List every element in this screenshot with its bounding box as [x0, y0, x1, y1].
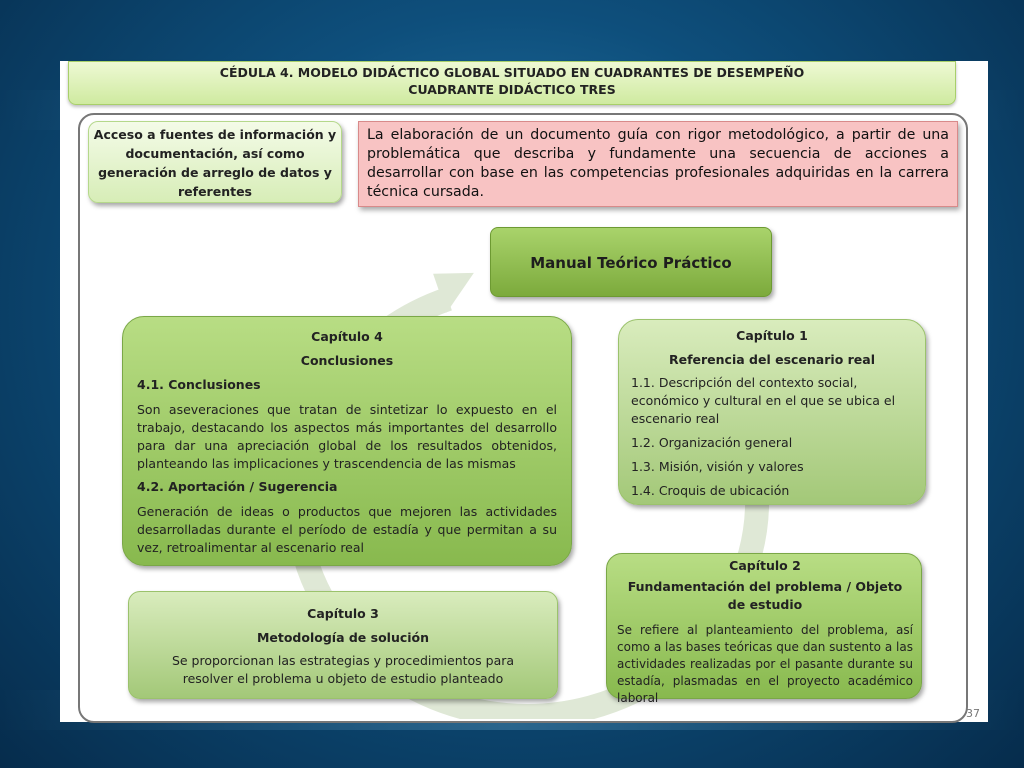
chapter-4-box	[122, 316, 572, 566]
chapter-subtitle: Referencia del escenario real	[669, 352, 875, 367]
banner-title: CÉDULA 4. MODELO DIDÁCTICO GLOBAL SITUADO EN CUADRANTES DE DESEMPEÑO	[219, 65, 805, 80]
acceso-line: Acceso a fuentes de información y	[93, 127, 337, 142]
description-box: La elaboración de un documento guía con rigor metodológico, a partir de una problemática que describa y fundamente una secuencia de acciones a desarrollar con base en las competencias profesionales adquiridas en la carrera técnica cursada.	[358, 121, 958, 207]
chapter-subtitle: Fundamentación del problema / Objeto de estudio	[627, 579, 903, 612]
chapter-subtitle: Conclusiones	[300, 353, 394, 368]
slide	[60, 61, 988, 722]
manual-box: Manual Teórico Práctico	[490, 227, 772, 297]
chapter-title: Capítulo 1	[736, 328, 808, 343]
section-text: Generación de ideas o productos que mejoren las actividades desarrolladas durante el período de estadía y que permitan a su vez, retroalimentar al escenario real	[137, 504, 557, 555]
list-item: 1.4. Croquis de ubicación	[631, 483, 790, 498]
section-text: Son aseveraciones que tratan de sintetizar lo expuesto en el trabajo, destacando los aspectos más importantes del desarrollo para dar una apreciación global de los resultados obtenidos, planteando las implicaciones y trascendencia de las mismas	[137, 402, 557, 471]
chapter-title: Capítulo 4	[311, 329, 383, 344]
acceso-box	[88, 121, 342, 203]
section-heading: 4.2. Aportación / Sugerencia	[137, 479, 338, 494]
acceso-line: referentes	[178, 184, 252, 199]
chapter-1-box	[618, 319, 926, 505]
section-heading: 4.1. Conclusiones	[137, 377, 261, 392]
chapter-subtitle: Metodología de solución	[256, 630, 430, 645]
chapter-2-box	[606, 553, 922, 705]
chapter-3-box	[128, 591, 558, 699]
chapter-title: Capítulo 2	[729, 558, 801, 573]
list-item: 1.1. Descripción del contexto social, económico y cultural en el que se ubica el escenario real	[631, 375, 896, 426]
page-number: 37	[966, 707, 980, 720]
list-item: 1.3. Misión, visión y valores	[631, 459, 804, 474]
banner-subtitle: CUADRANTE DIDÁCTICO TRES	[408, 82, 616, 97]
acceso-line: generación de arreglo de datos y	[98, 165, 332, 180]
list-item: 1.2. Organización general	[631, 435, 793, 450]
chapter-title: Capítulo 3	[307, 606, 379, 621]
acceso-line: documentación, así como	[125, 146, 305, 161]
title-banner	[68, 61, 956, 105]
chapter-text: Se proporcionan las estrategias y procedimientos para resolver el problema u objeto de estudio planteado	[171, 653, 515, 686]
chapter-text: Se refiere al planteamiento del problema, así como a las bases teóricas que dan sustento a las actividades realizadas por el pasante durante su estadía, plasmadas en el proyecto académico laboral	[617, 623, 913, 705]
